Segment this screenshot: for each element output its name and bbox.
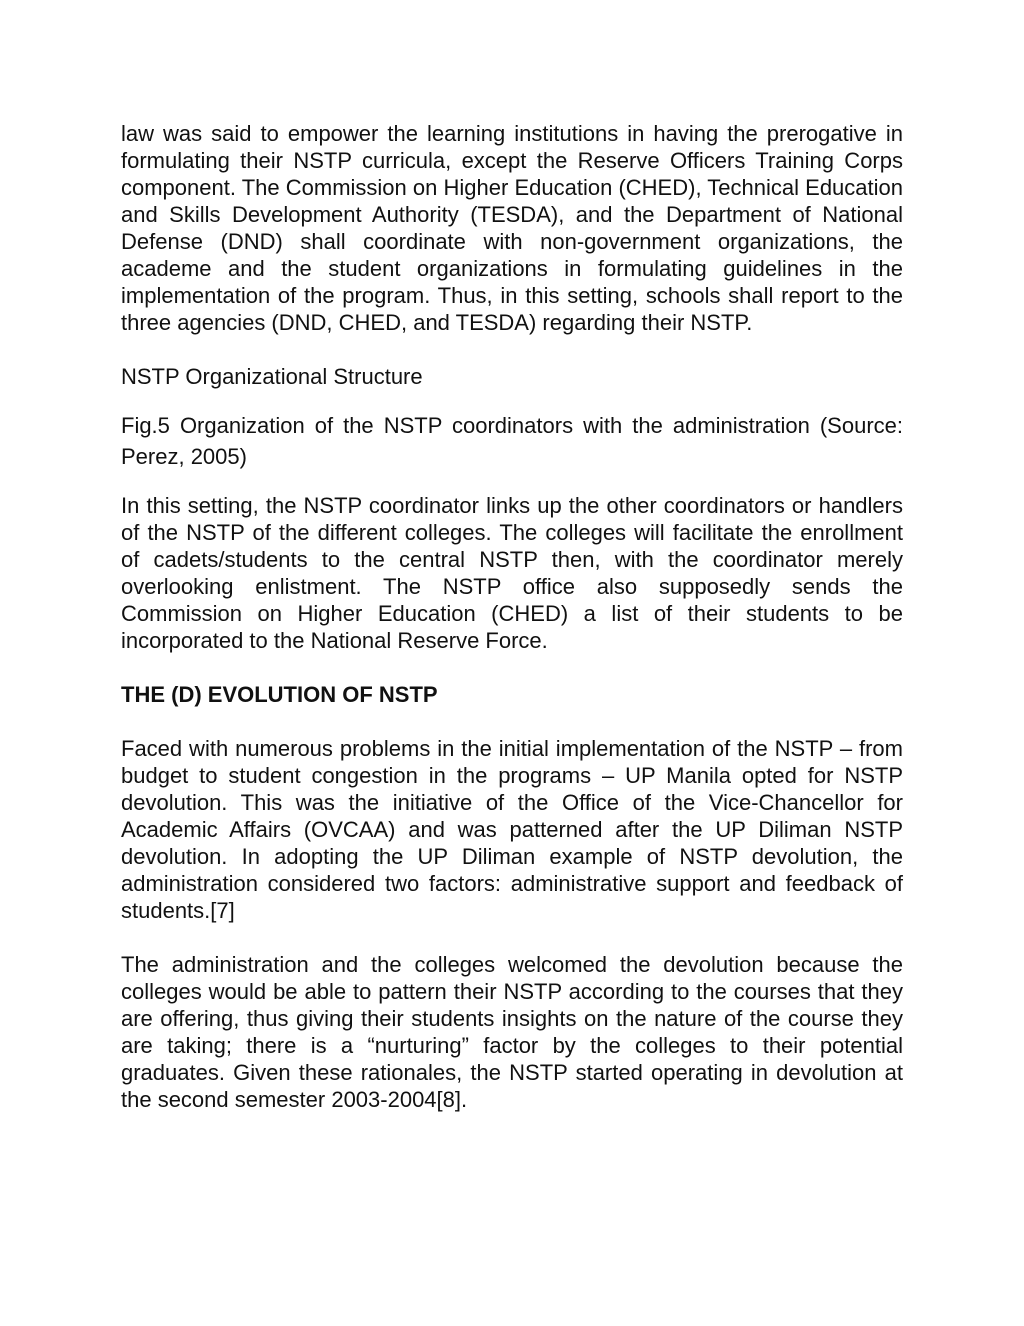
org-structure-heading: NSTP Organizational Structure — [121, 364, 423, 389]
section-title: THE (D) EVOLUTION OF NSTP — [121, 682, 438, 707]
devolution-paragraph: Faced with numerous problems in the initial implementation of the NSTP – from budget to student congestion in the programs – UP Manila opted for NSTP devolution. This was the initiative of the Office of the Vice-Chancellor for Academic Affairs (OVCAA) and was patterned after the UP Diliman NSTP devolution. In adopting the UP Diliman example of NSTP devolution, the administration considered two factors: administrative support and feedback of students.[7] — [121, 736, 903, 923]
document-page — [121, 120, 903, 1140]
intro-paragraph: law was said to empower the learning institutions in having the prerogative in formulating their NSTP curricula, except the Reserve Officers Training Corps component. The Commission on Higher Education (CHED), Technical Education and Skills Development Authority (TESDA), and the Department of National Defense (DND) shall coordinate with non-government organizations, the academe and the student organizations in formulating guidelines in the implementation of the program. Thus, in this setting, schools shall report to the three agencies (DND, CHED, and TESDA) regarding their NSTP. — [121, 121, 903, 335]
coordinator-paragraph: In this setting, the NSTP coordinator links up the other coordinators or handlers of the NSTP of the different colleges. The colleges will facilitate the enrollment of cadets/students to the central NSTP then, with the coordinator merely overlooking enlistment. The NSTP office also supposedly sends the Commission on Higher Education (CHED) a list of their students to be incorporated to the National Reserve Force. — [121, 493, 903, 653]
welcome-paragraph: The administration and the colleges welcomed the devolution because the colleges would be able to pattern their NSTP according to the courses that they are offering, thus giving their students insights on the nature of the course they are taking; there is a “nurturing” factor by the colleges to their potential graduates. Given these rationales, the NSTP started operating in devolution at the second semester 2003-2004[8]. — [121, 952, 903, 1112]
figure-caption: Fig.5 Organization of the NSTP coordinators with the administration (Source: Perez, 2005) — [121, 413, 903, 469]
